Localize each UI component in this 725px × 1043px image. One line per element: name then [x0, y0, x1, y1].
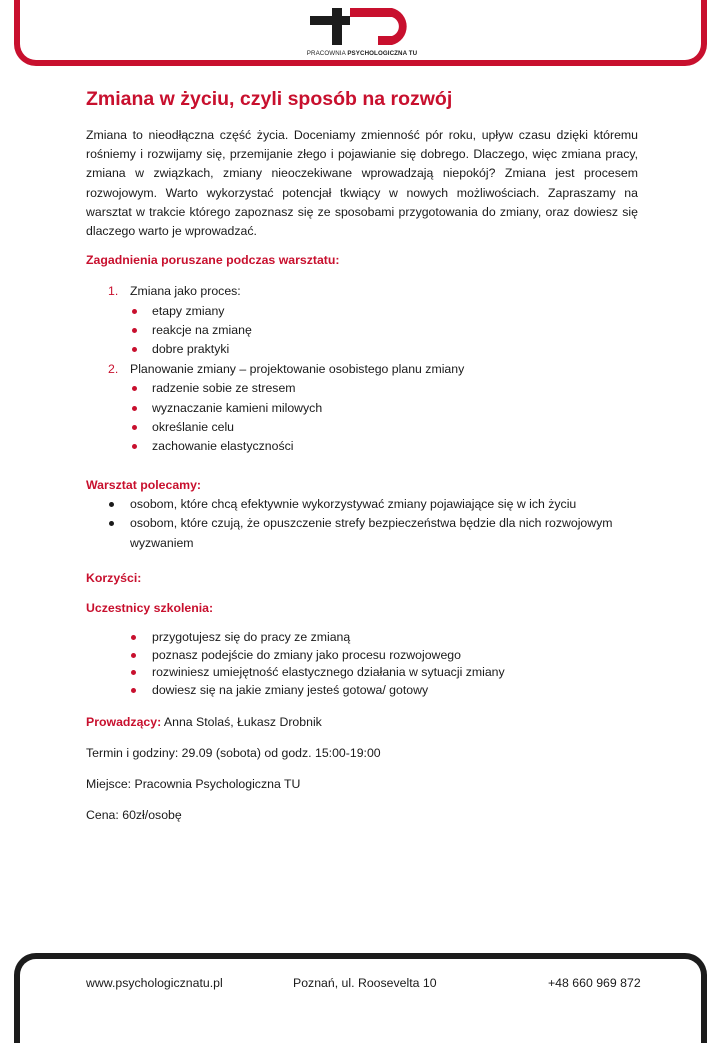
footer-address: Poznań, ul. Roosevelta 10 — [293, 976, 437, 990]
benefits-list — [86, 629, 638, 699]
recommended-list — [86, 495, 638, 553]
footer-website[interactable]: www.psychologicznatu.pl — [86, 976, 223, 990]
list-item: określanie celu — [130, 418, 638, 437]
tu-logo-icon — [306, 4, 418, 50]
list-number: 2. — [108, 361, 119, 376]
list-item — [86, 360, 638, 457]
list-item: etapy zmiany — [130, 302, 638, 321]
list-item — [86, 647, 638, 665]
list-item: zachowanie elastyczności — [130, 437, 638, 456]
list-item: dobre praktyki — [130, 340, 638, 359]
hosts-label: Prowadzący: — [86, 715, 162, 730]
intro-paragraph: Zmiana to nieodłączna część życia. Doceniamy zmienność pór roku, upływ czasu dzięki któremu rośniemy i rozwijamy się, przemijanie złego i pojawianie się dobrego. Dlaczego, więc zmiana pracy, zmiana w związkach, zmiany nieoczekiwane wprowadzają niepokój? Zmiana jest procesem rozwojowym. Warto wykorzystać potencjał tkwiący w nowych możliwościach. Zapraszamy na warsztat w trakcie którego zapoznasz się ze sposobami przygotowania do zmiany, oraz dowiesz się dlaczego warto je wprowadzać. — [86, 128, 638, 239]
page-title: Zmiana w życiu, czyli sposób na rozwój — [86, 88, 453, 110]
list-item — [86, 664, 638, 682]
list-item-text: poznasz podejście do zmiany jako procesu rozwojowego — [152, 647, 461, 662]
topics-heading: Zagadnienia poruszane podczas warsztatu: — [86, 253, 340, 268]
list-item: wyznaczanie kamieni milowych — [130, 399, 638, 418]
footer-frame — [14, 953, 707, 1043]
price-line: Cena: 60zł/osobę — [86, 808, 182, 823]
list-item-text: rozwiniesz umiejętność elastycznego działania w sytuacji zmiany — [152, 665, 505, 680]
list-item-label: Planowanie zmiany – projektowanie osobistego planu zmiany — [130, 361, 465, 376]
list-item: osobom, które chcą efektywnie wykorzystywać zmiany pojawiające się w ich życiu — [86, 495, 638, 514]
recommended-heading: Warsztat polecamy: — [86, 477, 202, 492]
list-item: osobom, które czują, że opuszczenie strefy bezpieczeństwa będzie dla nich rozwojowym wyzwaniem — [86, 514, 638, 553]
list-number: 1. — [108, 284, 119, 299]
list-item — [86, 682, 638, 700]
document-body — [86, 86, 638, 825]
list-item: radzenie sobie ze stresem — [130, 379, 638, 398]
sub-list — [130, 379, 638, 457]
participants-heading: Uczestnicy szkolenia: — [86, 601, 214, 616]
list-item — [86, 629, 638, 647]
list-item-text: przygotujesz się do pracy ze zmianą — [152, 630, 351, 645]
list-item — [86, 282, 638, 360]
place-line: Miejsce: Pracownia Psychologiczna TU — [86, 777, 301, 792]
sub-list — [130, 302, 638, 360]
benefits-heading: Korzyści: — [86, 571, 142, 586]
logo-caption: PRACOWNIA PSYCHOLOGICZNA TU — [306, 50, 418, 57]
hosts-value: Anna Stolaś, Łukasz Drobnik — [161, 715, 322, 730]
topics-list — [86, 282, 638, 457]
list-item-text: dowiesz się na jakie zmiany jesteś gotowa/ gotowy — [152, 682, 429, 697]
schedule-line: Termin i godziny: 29.09 (sobota) od godz. 15:00-19:00 — [86, 746, 381, 761]
hosts-line — [86, 713, 638, 732]
logo — [306, 4, 418, 60]
list-item-label: Zmiana jako proces: — [130, 284, 241, 299]
footer-phone[interactable]: +48 660 969 872 — [548, 976, 641, 990]
list-item: reakcje na zmianę — [130, 321, 638, 340]
